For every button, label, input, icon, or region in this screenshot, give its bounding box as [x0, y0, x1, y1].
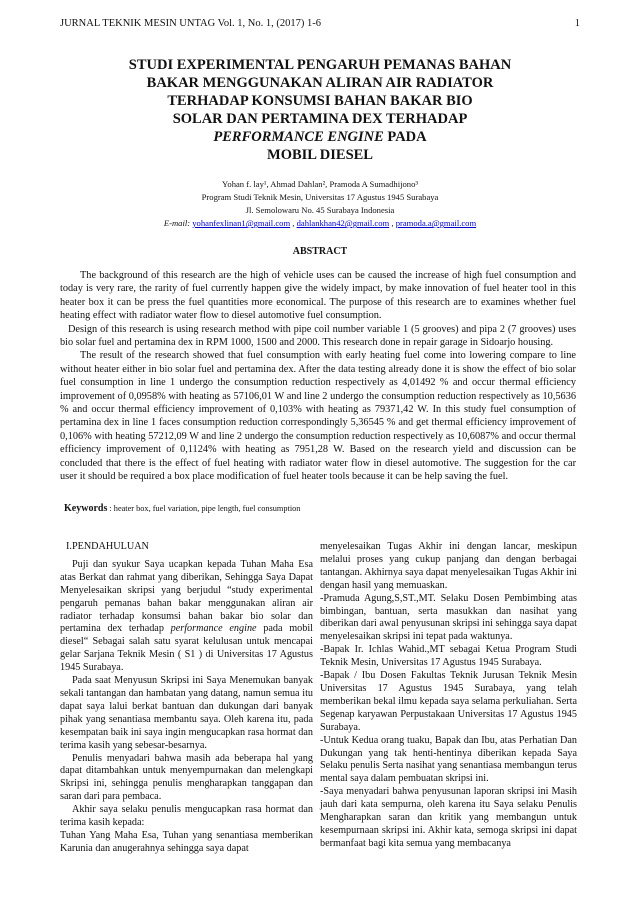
affiliation: Program Studi Teknik Mesin, Universitas 17 Agustus 1945 Surabaya — [201, 192, 439, 202]
email-sep-1: , — [290, 218, 297, 228]
keywords-line — [64, 503, 300, 514]
email-sep-2: , — [389, 218, 396, 228]
paper-title — [60, 56, 580, 164]
title-italic: PERFORMANCE ENGINE — [213, 129, 384, 145]
email-link-1[interactable]: yohanfexlinan1@gmail.com — [192, 218, 291, 228]
intro-p1-text: Puji dan syukur Saya ucapkan kepada Tuhan Maha Esa atas Berkat dan rahmat yang diberikan, Sehingga Saya Dapat Menyelesaikan skripsi yang berjudul “study experimental pengaruh pemanas bahan bakar menggunakan aliran air radiator terhadap konsumsi bahan bakar bio solar dan pertamina dex terhadap — [60, 558, 313, 635]
author-block — [60, 178, 580, 230]
intro-paragraph-2: Pada saat Menyusun Skripsi ini Saya Menemukan banyak sekali tantangan dan hambatan yang datang, namun semua itu dapat saya lalui berkat bantuan dan dukungan dari banyak pihak yang senantiasa membantu saya. Oleh karena itu, pada kesempatan baik ini saya ingin mengucapkan rasa hormat dan terima kasih yang sebesar-besarnya. — [60, 675, 313, 751]
keywords-label: Keywords — [64, 503, 108, 514]
abstract-paragraph-2: Design of this research is using research method with pipe coil number variable 1 (5 grooves) and pipa 2 (7 grooves) uses bio solar fuel and pertamina dex in RPM 1000, 1500 and 2000. This research done in repair garage in Sidoarjo housing. — [60, 323, 576, 349]
page-number: 1 — [574, 18, 580, 29]
abstract-heading: ABSTRACT — [292, 246, 348, 257]
title-line-4: SOLAR DAN PERTAMINA DEX TERHADAP — [172, 111, 468, 127]
section-heading: I.PENDAHULUAN — [66, 541, 149, 552]
email-label: E-mail: — [163, 218, 193, 228]
left-column — [60, 541, 313, 856]
title-line-5-rest: PADA — [383, 129, 427, 145]
title-line-5 — [60, 128, 580, 146]
email-link-3[interactable]: pramoda.a@gmail.com — [395, 218, 477, 228]
right-paragraph-5: -Untuk Kedua orang tuaku, Bapak dan Ibu, atas Perhatian Dan Dukungan yang tak henti-hentinya diberikan kepada Saya Selaku penulis Serta nasihat yang senantiasa membangun terus mental saya dalam pembuatan skripsi ini. — [320, 734, 577, 785]
right-paragraph-6: -Saya menyadari bahwa penyusunan laporan skripsi ini Masih jauh dari kata sempurna, oleh karena itu Saya selaku Penulis Mengharapkan saran dan kritik yang membangun untuk kesempurnaan skripsi ini. Akhir kata, semoga skripsi ini dapat bermanfaat bagi kita semua yang membacanya — [320, 786, 577, 849]
intro-p1-italic: performance engine — [170, 623, 257, 635]
intro-paragraph-1 — [60, 559, 313, 675]
title-line-6: MOBIL DIESEL — [267, 147, 373, 163]
intro-paragraph-3: Penulis menyadari bahwa masih ada beberapa hal yang dapat ditambahkan untuk menyempurnakan dan melengkapi Skripsi ini, sehingga penulis mengharapkan tanggapan dan saran dari para pembaca. — [60, 752, 313, 803]
right-column — [320, 541, 577, 851]
abstract-body — [60, 269, 576, 484]
intro-paragraph-5: Tuhan Yang Maha Esa, Tuhan yang senantiasa memberikan Karunia dan anugerahnya sehingga saya dapat — [60, 829, 313, 854]
running-header — [60, 18, 580, 29]
email-line — [60, 217, 580, 230]
title-line-2: BAKAR MENGGUNAKAN ALIRAN AIR RADIATOR — [146, 75, 494, 91]
address: Jl. Semolowaru No. 45 Surabaya Indonesia — [245, 205, 395, 215]
intro-paragraph-4: Akhir saya selaku penulis mengucapkan rasa hormat dan terima kasih kepada: — [60, 804, 313, 829]
author-names: Yohan f. lay¹, Ahmad Dahlan², Pramoda A Sumadhijono³ — [222, 179, 418, 189]
right-paragraph-1: menyelesaikan Tugas Akhir ini dengan lancar, meskipun melalui proses yang cukup panjang dan dengan berbagai tantangan. Akhirnya saya dapat menyelesaikan Tugas Akhir ini dengan hasil yang memuaskan. — [320, 541, 577, 591]
right-paragraph-4: -Bapak / Ibu Dosen Fakultas Teknik Jurusan Teknik Mesin Universitas 17 Agustus 1945 Surabaya, yang telah memberikan bekal ilmu kepada saya selama perkuliahan. Serta Segenap karyawan Perpustakaan Universitas 17 Agustus 1945 Surabaya. — [320, 670, 577, 733]
title-line-1: STUDI EXPERIMENTAL PENGARUH PEMANAS BAHAN — [128, 57, 512, 73]
email-link-2[interactable]: dahlankhan42@gmail.com — [296, 218, 390, 228]
keywords-text: : heater box, fuel variation, pipe length, fuel consumption — [107, 504, 301, 513]
title-line-3: TERHADAP KONSUMSI BAHAN BAKAR BIO — [167, 93, 473, 109]
right-paragraph-3: -Bapak Ir. Ichlas Wahid.,MT sebagai Ketua Program Studi Teknik Mesin, Universitas 17 Agustus 1945 Surabaya. — [320, 644, 577, 669]
journal-name: JURNAL TEKNIK MESIN UNTAG Vol. 1, No. 1, (2017) 1-6 — [60, 18, 321, 29]
intro-p1-end: pada mobil diesel“ Sebagai salah satu syarat kelulusan untuk mencapai gelar Sarjana Teknik Mesin ( S1 ) di Universitas 17 Agustus 1945 Surabaya. — [60, 623, 313, 674]
right-paragraph-2: -Pramuda Agung,S,ST.,MT. Selaku Dosen Pembimbing atas bimbingan, bantuan, serta masukkan dan nasihat yang diberikan dari awal penyusunan skripsi ini sehingga saya dapat menyelesaikan skripsi ini tepat pada waktunya. — [320, 592, 577, 643]
abstract-paragraph-3: The result of the research showed that fuel consumption with early heating fuel come into lowering compare to line without heater either in bio solar fuel and pertamina dex. After the data testing already done it is show the effect of bio solar fuel consumption in line 1 undergo the consumption reduction respectively as 4,01492 % and occur thermal efficiency improvement of 0,0958% with heating as 57106,01 W and line 2 undergo the consumption reduction respectively as 10,5636 % and occur thermal efficiency improvement of 0,103% with heating as 79371,42 W. In this study fuel consumption of pertamina dex in line 1 faces consumption reduction correspondingly 5,36545 % and get thermal efficiency improvement of 0,106% with heating 57212,09 W and line 2 undergo the consumption reduction respectively as 10,6087% and occur thermal efficiency improvement of 0,1124% with heating as 7951,28 W. Based on the research yield and discussion can be concluded that there is the effect of fuel heating with radiator water flow in diesel automotive. The suggestion for the car user it should be required a box place modification of fuel heater tools because it can be help saving the fuel. — [60, 350, 576, 483]
abstract-paragraph-1: The background of this research are the high of vehicle uses can be caused the increase of high fuel consumption and today is very rare, the rarity of fuel currently happen give the widely impact, by make innovation of fuel heater tool in this heater box it can be press the fuel quantities more economical. The purpose of this research are to examines whether fuel heating effect with radiator water flow to diesel automotive fuel consumption. — [60, 270, 576, 322]
